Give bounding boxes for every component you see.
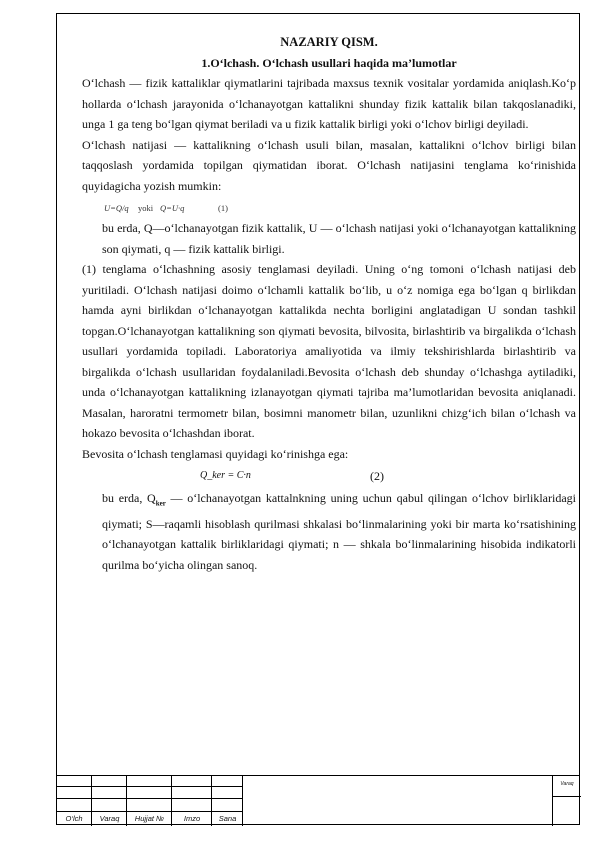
document-body <box>82 32 576 575</box>
formula-2-expr: Q_ker = C·n <box>200 470 251 481</box>
sheet-number-divider <box>553 796 581 797</box>
stamp-row-line-3 <box>56 811 242 812</box>
formula-1-right: Q=U·q <box>160 203 185 213</box>
paragraph-where-1: bu erda, Q—o‘lchanayotgan fizik kattalik, U — o‘lchash natijasi yoki o‘lchanayotgan kattalikning son qiymati, q — fizik kattalik birligi. <box>102 221 576 256</box>
sheet-number-label: Varaq <box>560 781 574 787</box>
stamp-label-imzo: Imzo <box>183 814 201 823</box>
paragraph-where-2-sub: ker <box>155 499 166 508</box>
formula-1-number: (1) <box>218 203 228 213</box>
formula-1 <box>82 196 576 218</box>
stamp-row-line-1 <box>56 786 242 787</box>
paragraph-where-2-post: — o‘lchanayotgan kattalnkning uning uchun qabul qilingan o‘lchov birliklaridagi qiymati; S—raqamli hisoblash qurilmasi shkalasi bo‘linmalarining yoki bir marta ko‘rsatishining o‘lchanayotgan kattalik birliklaridagi qiymati; n — shkala bo‘linmalarining hisobida indikatorli qurilma bo‘yicha olingan sanoq. <box>102 491 576 572</box>
paragraph-result: O‘lchash natijasi — kattalikning o‘lchash usuli bilan, masalan, kattalikni o‘lchov birligi bilan taqqoslash yordamida topilgan qiymatidan iborat. O‘lchash natijasini tenglama ko‘rinishida quyidagicha yozish mumkin: <box>82 137 576 193</box>
formula-1-mid: yoki <box>138 203 154 213</box>
formula-1-left: U=Q/q <box>104 203 129 213</box>
stamp-label-varaq: Varaq <box>99 814 120 823</box>
formula-2 <box>82 464 576 488</box>
section-subheading: 1.O‘lchash. O‘lchash usullari haqida ma’lumotlar <box>201 55 457 70</box>
stamp-row-line-2 <box>56 798 242 799</box>
paragraph-where-2 <box>82 488 576 575</box>
stamp-label-hujjat: Hujjat № <box>134 814 165 823</box>
paragraph-definition: O‘lchash — fizik kattaliklar qiymatlarini tajribada maxsus texnik vositalar yordamida aniqlash.Ko‘p hollarda o‘lchash jarayonida o‘lchanayotgan kattalikni shunday fizik kattalik bilan takqoslanadiki, unga 1 ga teng bo‘lgan qiymat beriladi va u fizik kattalik birligi yoki o‘lchov birligi deyiladi. <box>82 76 576 131</box>
paragraph-direct: Bevosita o‘lchash tenglamasi quyidagi ko‘rinishga ega: <box>82 446 349 461</box>
sheet-number-box <box>552 776 581 826</box>
formula-2-number: (2) <box>370 469 384 483</box>
stamp-label-sana: Sana <box>218 814 237 823</box>
paragraph-equation: (1) tenglama o‘lchashning asosiy tenglamasi deyiladi. Uning o‘ng tomoni o‘lchash natijasi deb yuritiladi. O‘lchash natijasi doimo o‘lchamli kattalik bo‘lib, u o‘z nomiga ega bo‘lgan q birlikdan hamda ayni birlikdan o‘lchanayotgan kattalikda nechta borligini anglatadigan U sondan tashkil topgan.O‘lchanayotgan kattalikning son qiymati bevosita, bilvosita, birlashtirib va birgalikda o‘lchash usullari yordamida topiladi. Laboratoriya amaliyotida va ilmiy tekshirishlarda birlashtirib va birgalikda o‘lchash usullaridan foydalaniladi.Bevosita o‘lchash deb shunday o‘lchashga aytiladiki, unda o‘lchanayotgan kattalikning izlanayotgan qiymati tajriba ma’lumotlaridan bevosita aniqlanadi. Masalan, haroratni termometr bilan, bosimni manometr bilan, uzunlikni chizg‘ich bilan o‘lchash va hokazo bevosita o‘lchashdan iborat. <box>82 262 576 440</box>
title-block <box>56 775 580 826</box>
section-heading: NAZARIY QISM. <box>280 35 378 49</box>
paragraph-where-2-pre: bu erda, Q <box>102 491 156 505</box>
stamp-label-olch: O‘lch <box>65 814 83 823</box>
